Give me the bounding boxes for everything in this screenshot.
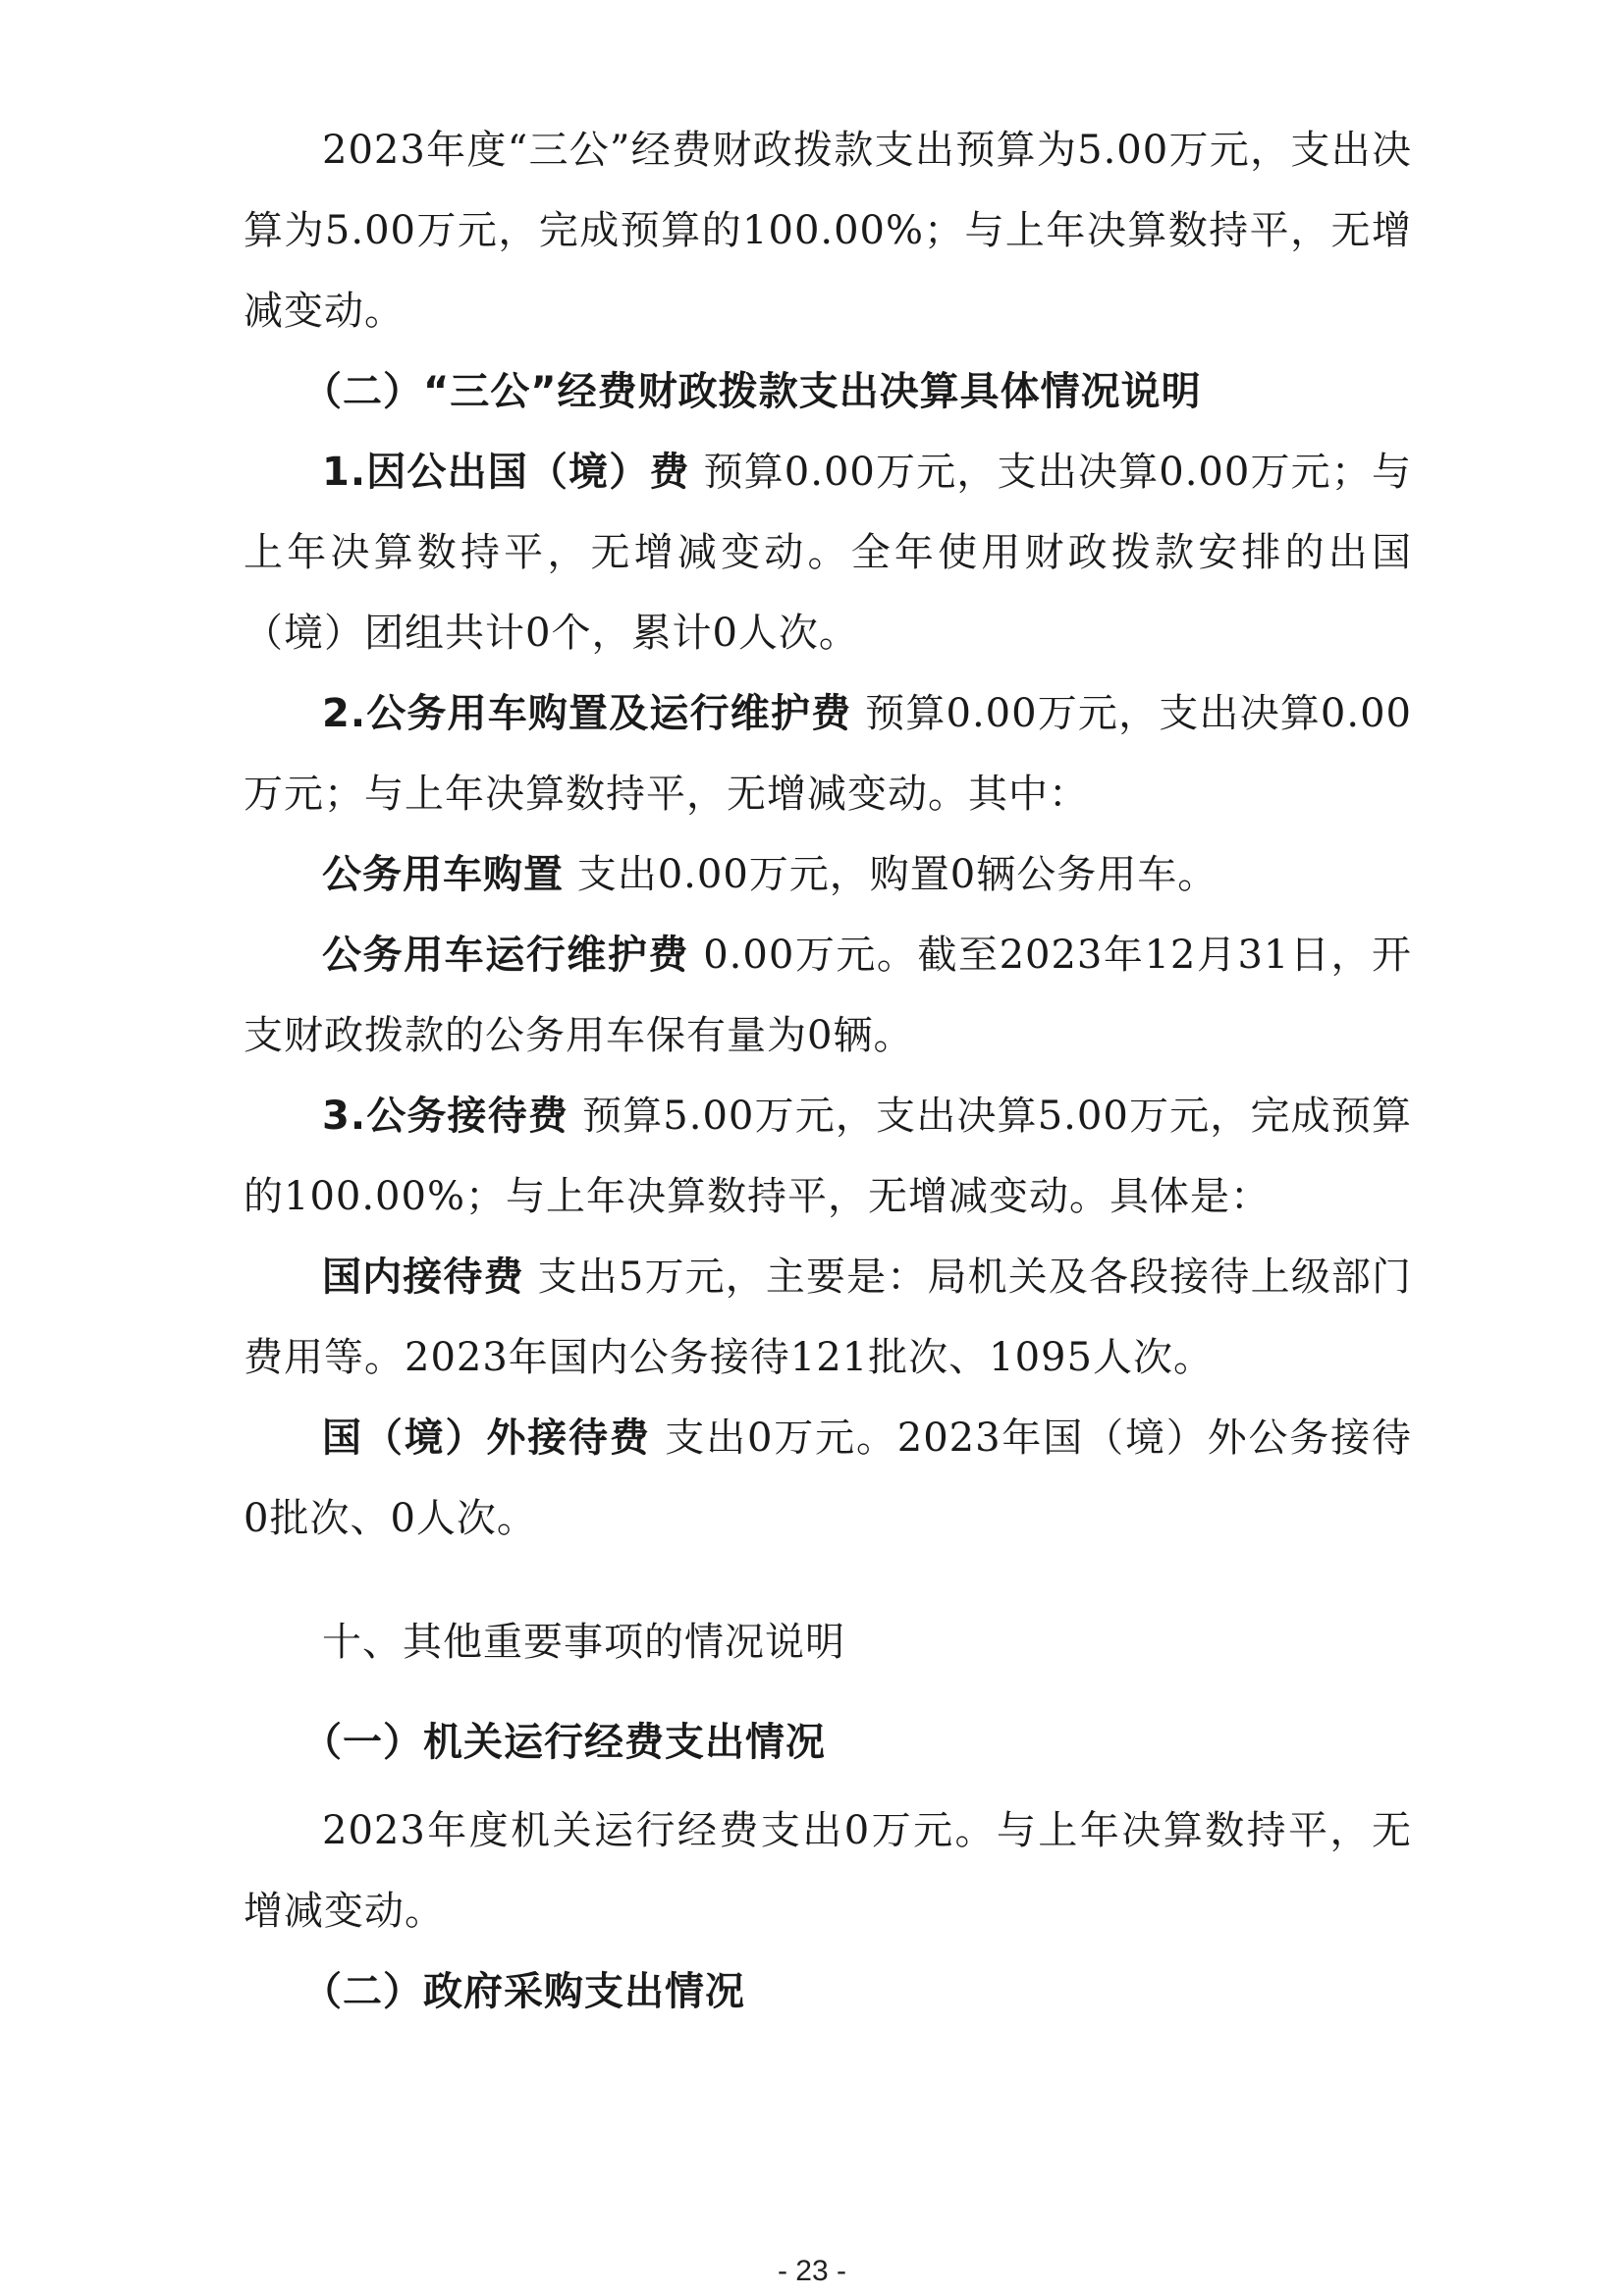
foreign-reception-label: 国（境）外接待费 — [322, 1415, 651, 1461]
sangong-detail-heading: （二）“三公”经费财政拨款支出决算具体情况说明 — [302, 369, 1202, 414]
vehicle-purchase-paragraph — [244, 834, 1412, 915]
foreign-reception-text: 支出0万元。2023年国（境）外公务接待0批次、0人次。 — [244, 1415, 1412, 1541]
vehicle-maintenance-text: 0.00万元。截至2023年12月31日，开支财政拨款的公务用车保有量为0辆。 — [244, 933, 1413, 1058]
official-reception-text: 预算5.00万元，支出决算5.00万元，完成预算的100.00%；与上年决算数持平，无增减变动。具体是： — [244, 1094, 1412, 1219]
government-procurement-heading: （二）政府采购支出情况 — [302, 1969, 745, 2014]
overseas-travel-paragraph — [244, 432, 1412, 673]
vehicle-maintenance-label: 公务用车运行维护费 — [322, 933, 689, 978]
official-vehicle-text: 预算0.00万元，支出决算0.00万元；与上年决算数持平，无增减变动。其中： — [244, 691, 1412, 817]
vehicle-purchase-text: 支出0.00万元，购置0辆公务用车。 — [564, 852, 1218, 897]
overseas-travel-text: 预算0.00万元，支出决算0.00万元；与上年决算数持平，无增减变动。全年使用财政拨款安排的出国（境）团组共计0个，累计0人次。 — [244, 450, 1412, 656]
official-reception-paragraph — [244, 1076, 1412, 1237]
official-vehicle-label: 2.公务用车购置及运行维护费 — [322, 691, 852, 736]
official-vehicle-paragraph — [244, 673, 1412, 834]
overseas-travel-label: 1.因公出国（境）费 — [322, 450, 690, 495]
foreign-reception-paragraph — [244, 1398, 1412, 1559]
section-ten-heading: 十、其他重要事项的情况说明 — [322, 1620, 845, 1665]
official-reception-label: 3.公务接待费 — [322, 1094, 569, 1139]
agency-operation-paragraph: 2023年度机关运行经费支出0万元。与上年决算数持平，无增减变动。 — [244, 1808, 1412, 1934]
vehicle-purchase-label: 公务用车购置 — [322, 852, 564, 897]
sangong-summary-paragraph: 2023年度“三公”经费财政拨款支出预算为5.00万元，支出决算为5.00万元，完成预算的100.00%；与上年决算数持平，无增减变动。 — [244, 128, 1412, 334]
vehicle-maintenance-paragraph — [244, 915, 1412, 1076]
domestic-reception-label: 国内接待费 — [322, 1255, 524, 1300]
page-number: - 23 - — [777, 2255, 847, 2287]
domestic-reception-text: 支出5万元，主要是：局机关及各段接待上级部门费用等。2023年国内公务接待121批次、1095人次。 — [244, 1255, 1413, 1380]
agency-operation-heading: （一）机关运行经费支出情况 — [302, 1720, 826, 1765]
domestic-reception-paragraph — [244, 1237, 1412, 1398]
page-body — [244, 110, 1412, 2032]
